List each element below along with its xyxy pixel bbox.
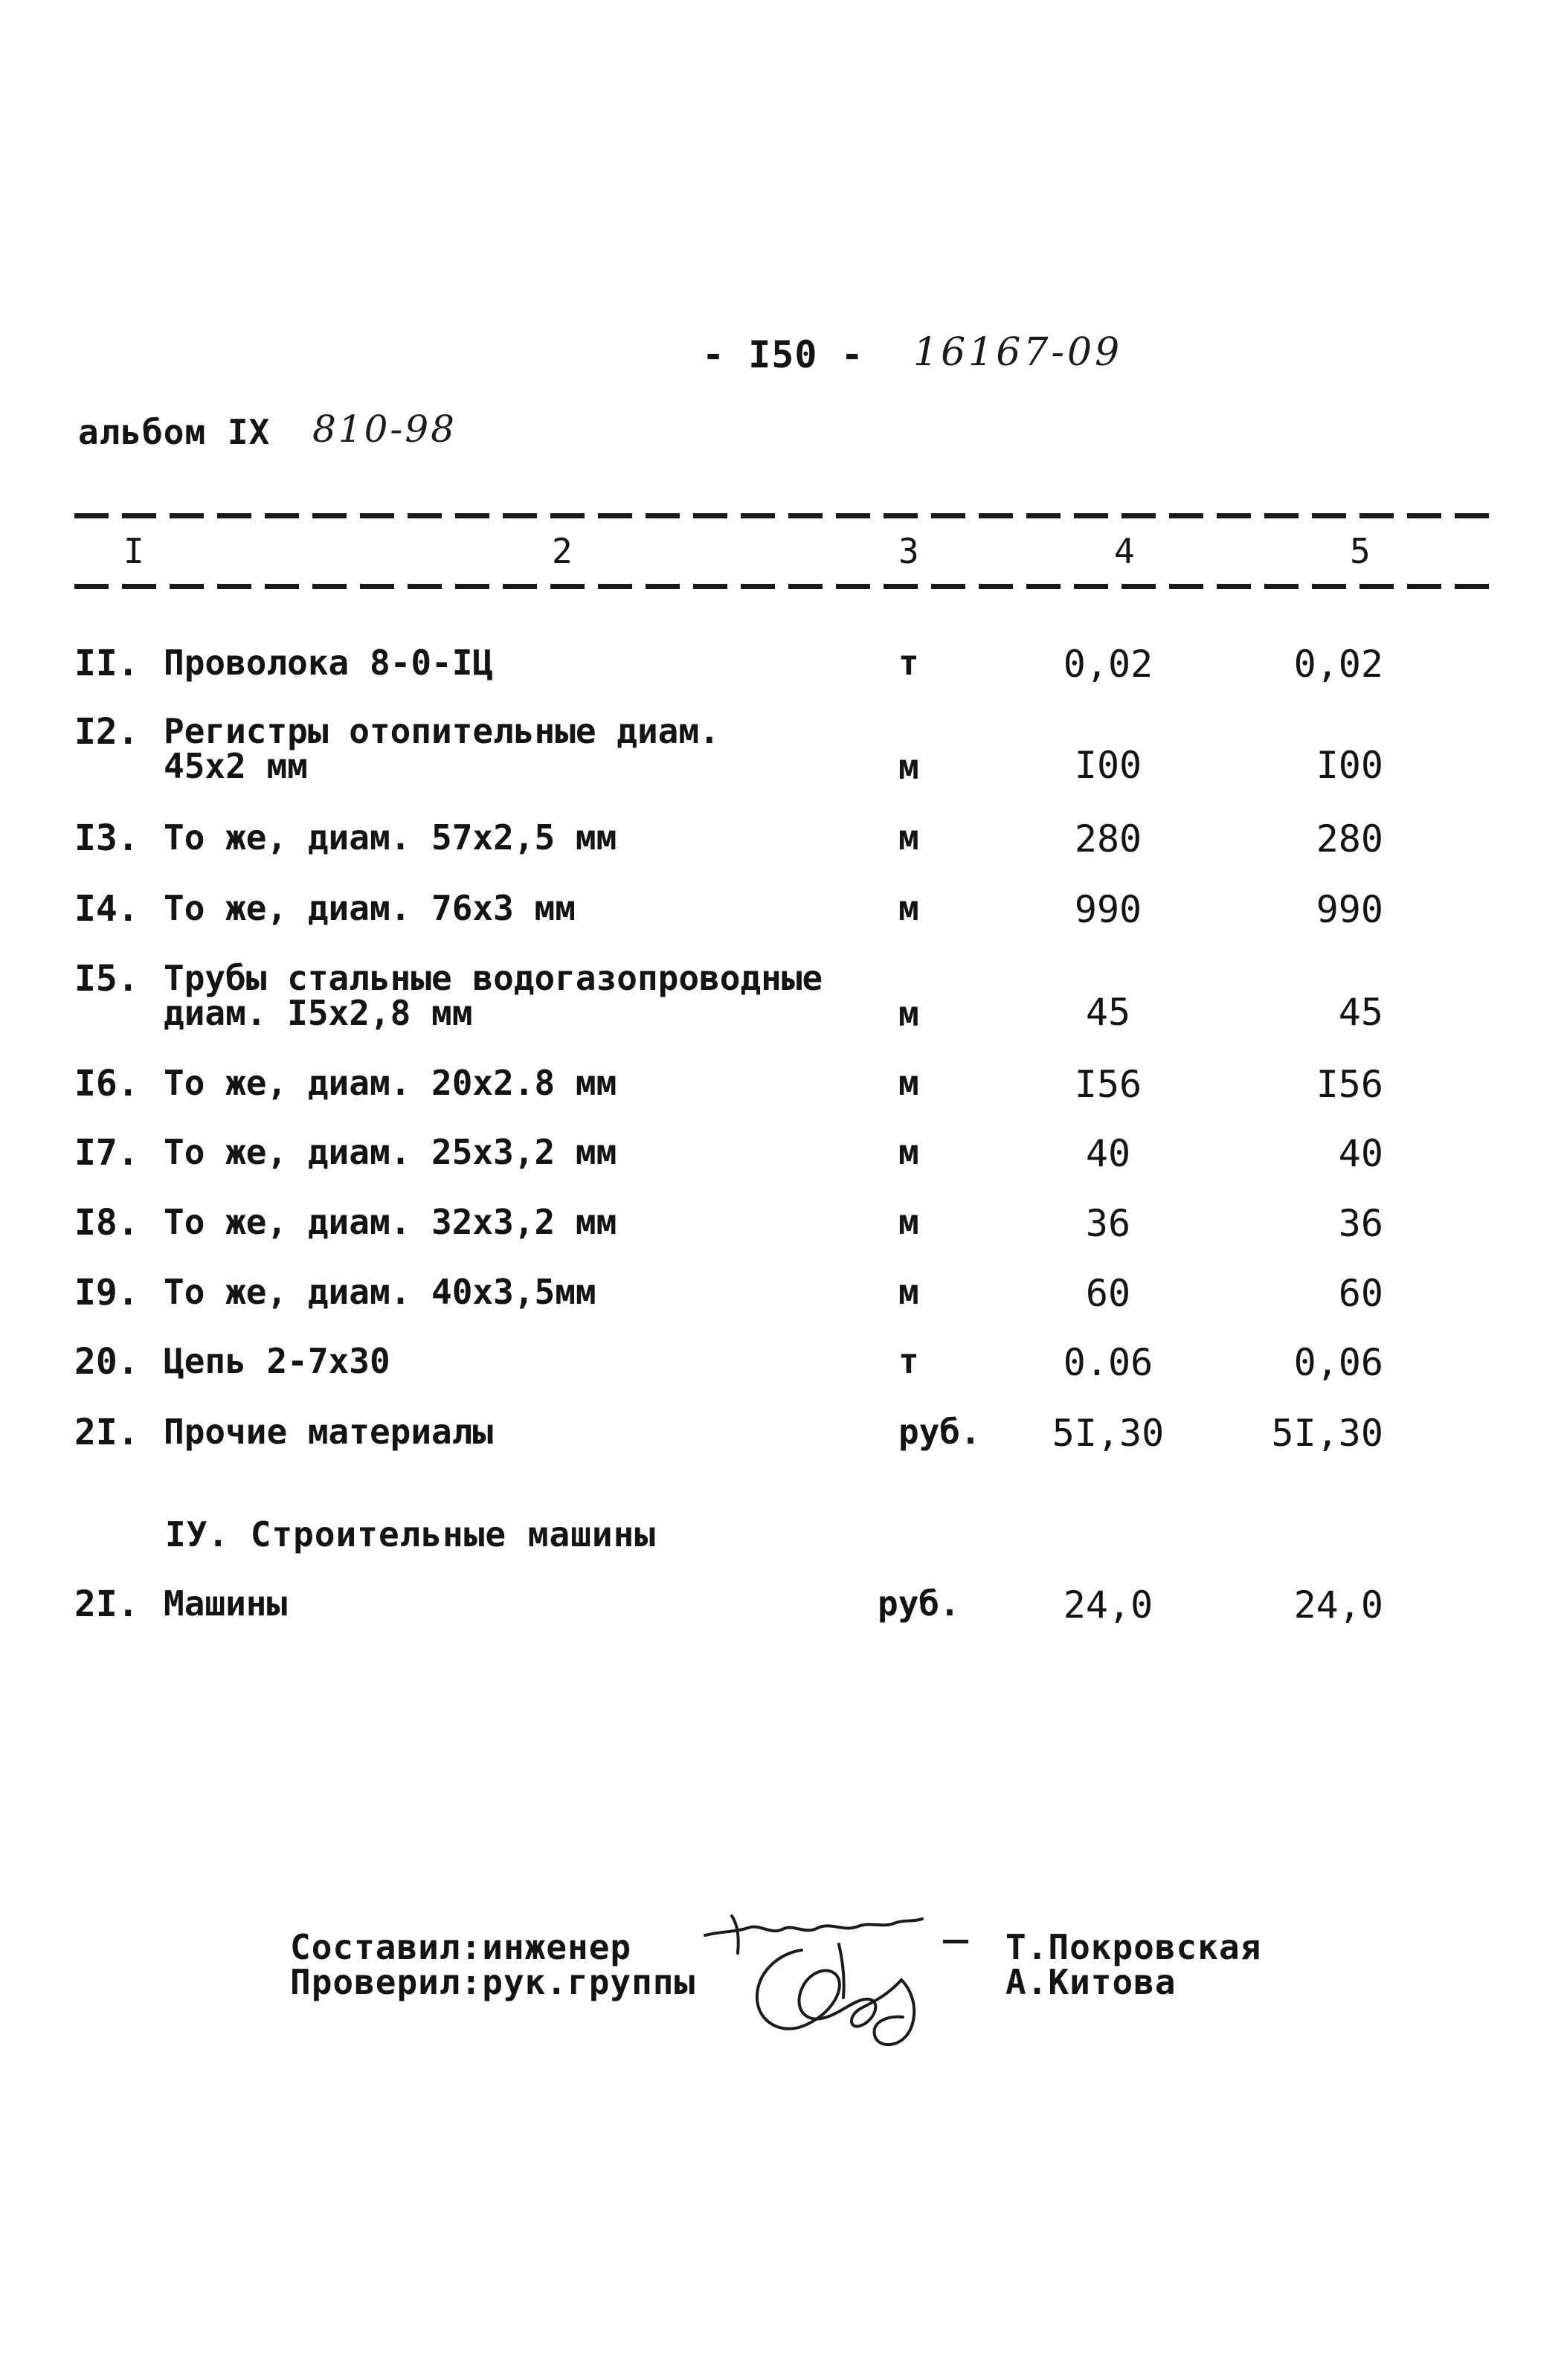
row-number: I5.	[74, 958, 139, 1000]
material-name: То же, диам. 76x3 мм	[164, 888, 576, 928]
quantity-column-4: I00	[1074, 744, 1142, 787]
page-number: - I50 -	[702, 333, 864, 376]
quantity-column-5: I00	[1316, 744, 1383, 787]
column-header-2: 2	[552, 531, 573, 571]
quantity-column-5: I56	[1316, 1063, 1383, 1106]
column-header-1: I	[123, 531, 144, 571]
compiled-by-name: Т.Покровская	[1005, 1927, 1262, 1967]
quantity-column-4: I56	[1074, 1063, 1142, 1106]
material-name: То же, диам. 25x3,2 мм	[164, 1132, 617, 1172]
material-name: Проволока 8-0-IЦ	[164, 643, 494, 683]
quantity-column-5: 60	[1338, 1272, 1383, 1315]
row-number: 20.	[74, 1341, 139, 1383]
handwritten-document-code: 16167-09	[913, 330, 1123, 375]
material-name: Трубы стальные водогазопроводные диам. I5x2,8 мм	[164, 958, 823, 1033]
quantity-column-4: 990	[1074, 888, 1142, 931]
signatures	[692, 1897, 944, 2053]
unit-cell: т	[898, 1341, 919, 1381]
material-name: Цепь 2-7x30	[164, 1341, 390, 1381]
quantity-column-5: 24,0	[1293, 1583, 1383, 1627]
section-title: IУ. Строительные машины	[165, 1514, 656, 1554]
quantity-column-4: 0.06	[1063, 1341, 1153, 1384]
unit-cell: м	[898, 1063, 919, 1103]
row-number: I3.	[74, 817, 139, 859]
unit-cell: руб.	[878, 1583, 960, 1624]
quantity-column-4: 60	[1085, 1272, 1131, 1315]
quantity-column-5: 280	[1316, 817, 1383, 861]
row-number: 2I.	[74, 1583, 139, 1625]
unit-cell: м	[898, 994, 919, 1034]
material-name: То же, диам. 57x2,5 мм	[164, 817, 617, 858]
quantity-column-5: 0,02	[1293, 643, 1383, 686]
row-number: I6.	[74, 1063, 139, 1104]
quantity-column-4: 280	[1074, 817, 1142, 861]
material-name: То же, диам. 40x3,5мм	[164, 1272, 596, 1312]
quantity-column-5: 990	[1316, 888, 1383, 931]
quantity-column-5: 45	[1338, 991, 1383, 1034]
unit-cell: м	[898, 817, 919, 858]
unit-cell: м	[898, 1272, 919, 1312]
quantity-column-4: 36	[1085, 1202, 1131, 1245]
quantity-column-4: 45	[1085, 991, 1131, 1034]
quantity-column-5: 0,06	[1293, 1341, 1383, 1384]
album-label: альбом IX	[78, 412, 271, 452]
row-number: I9.	[74, 1272, 139, 1313]
compiled-by-label: Составил:инженер	[290, 1927, 632, 1967]
row-number: I4.	[74, 888, 139, 930]
unit-cell: м	[898, 888, 919, 928]
signature-dash	[943, 1940, 968, 1943]
quantity-column-5: 5I,30	[1271, 1412, 1383, 1455]
row-number: I7.	[74, 1132, 139, 1174]
quantity-column-4: 5I,30	[1052, 1412, 1165, 1455]
material-name: Регистры отопительные диам. 45x2 мм	[164, 711, 720, 786]
material-name: Прочие материалы	[164, 1412, 494, 1452]
handwritten-album-code: 810-98	[312, 408, 457, 451]
material-name: Машины	[164, 1583, 288, 1624]
row-number: 2I.	[74, 1412, 139, 1453]
checked-by-name: А.Китова	[1005, 1962, 1177, 2002]
unit-cell: м	[898, 1202, 919, 1242]
table-top-rule	[74, 513, 1491, 518]
row-number: II.	[74, 643, 139, 684]
unit-cell: м	[898, 1132, 919, 1172]
quantity-column-4: 0,02	[1063, 643, 1153, 686]
row-number: I8.	[74, 1202, 139, 1244]
quantity-column-4: 40	[1085, 1132, 1131, 1175]
quantity-column-5: 36	[1338, 1202, 1383, 1245]
material-name: То же, диам. 20x2.8 мм	[164, 1063, 617, 1103]
column-header-3: 3	[898, 531, 919, 571]
unit-cell: руб.	[898, 1412, 981, 1452]
quantity-column-4: 24,0	[1063, 1583, 1153, 1627]
column-header-4: 4	[1114, 531, 1135, 571]
unit-cell: м	[898, 747, 919, 787]
checked-by-label: Проверил:рук.группы	[290, 1962, 696, 2002]
quantity-column-5: 40	[1338, 1132, 1383, 1175]
row-number: I2.	[74, 711, 139, 753]
unit-cell: т	[898, 643, 919, 683]
material-name: То же, диам. 32x3,2 мм	[164, 1202, 617, 1242]
table-header-bottom-rule	[74, 584, 1491, 589]
column-header-5: 5	[1350, 531, 1371, 571]
